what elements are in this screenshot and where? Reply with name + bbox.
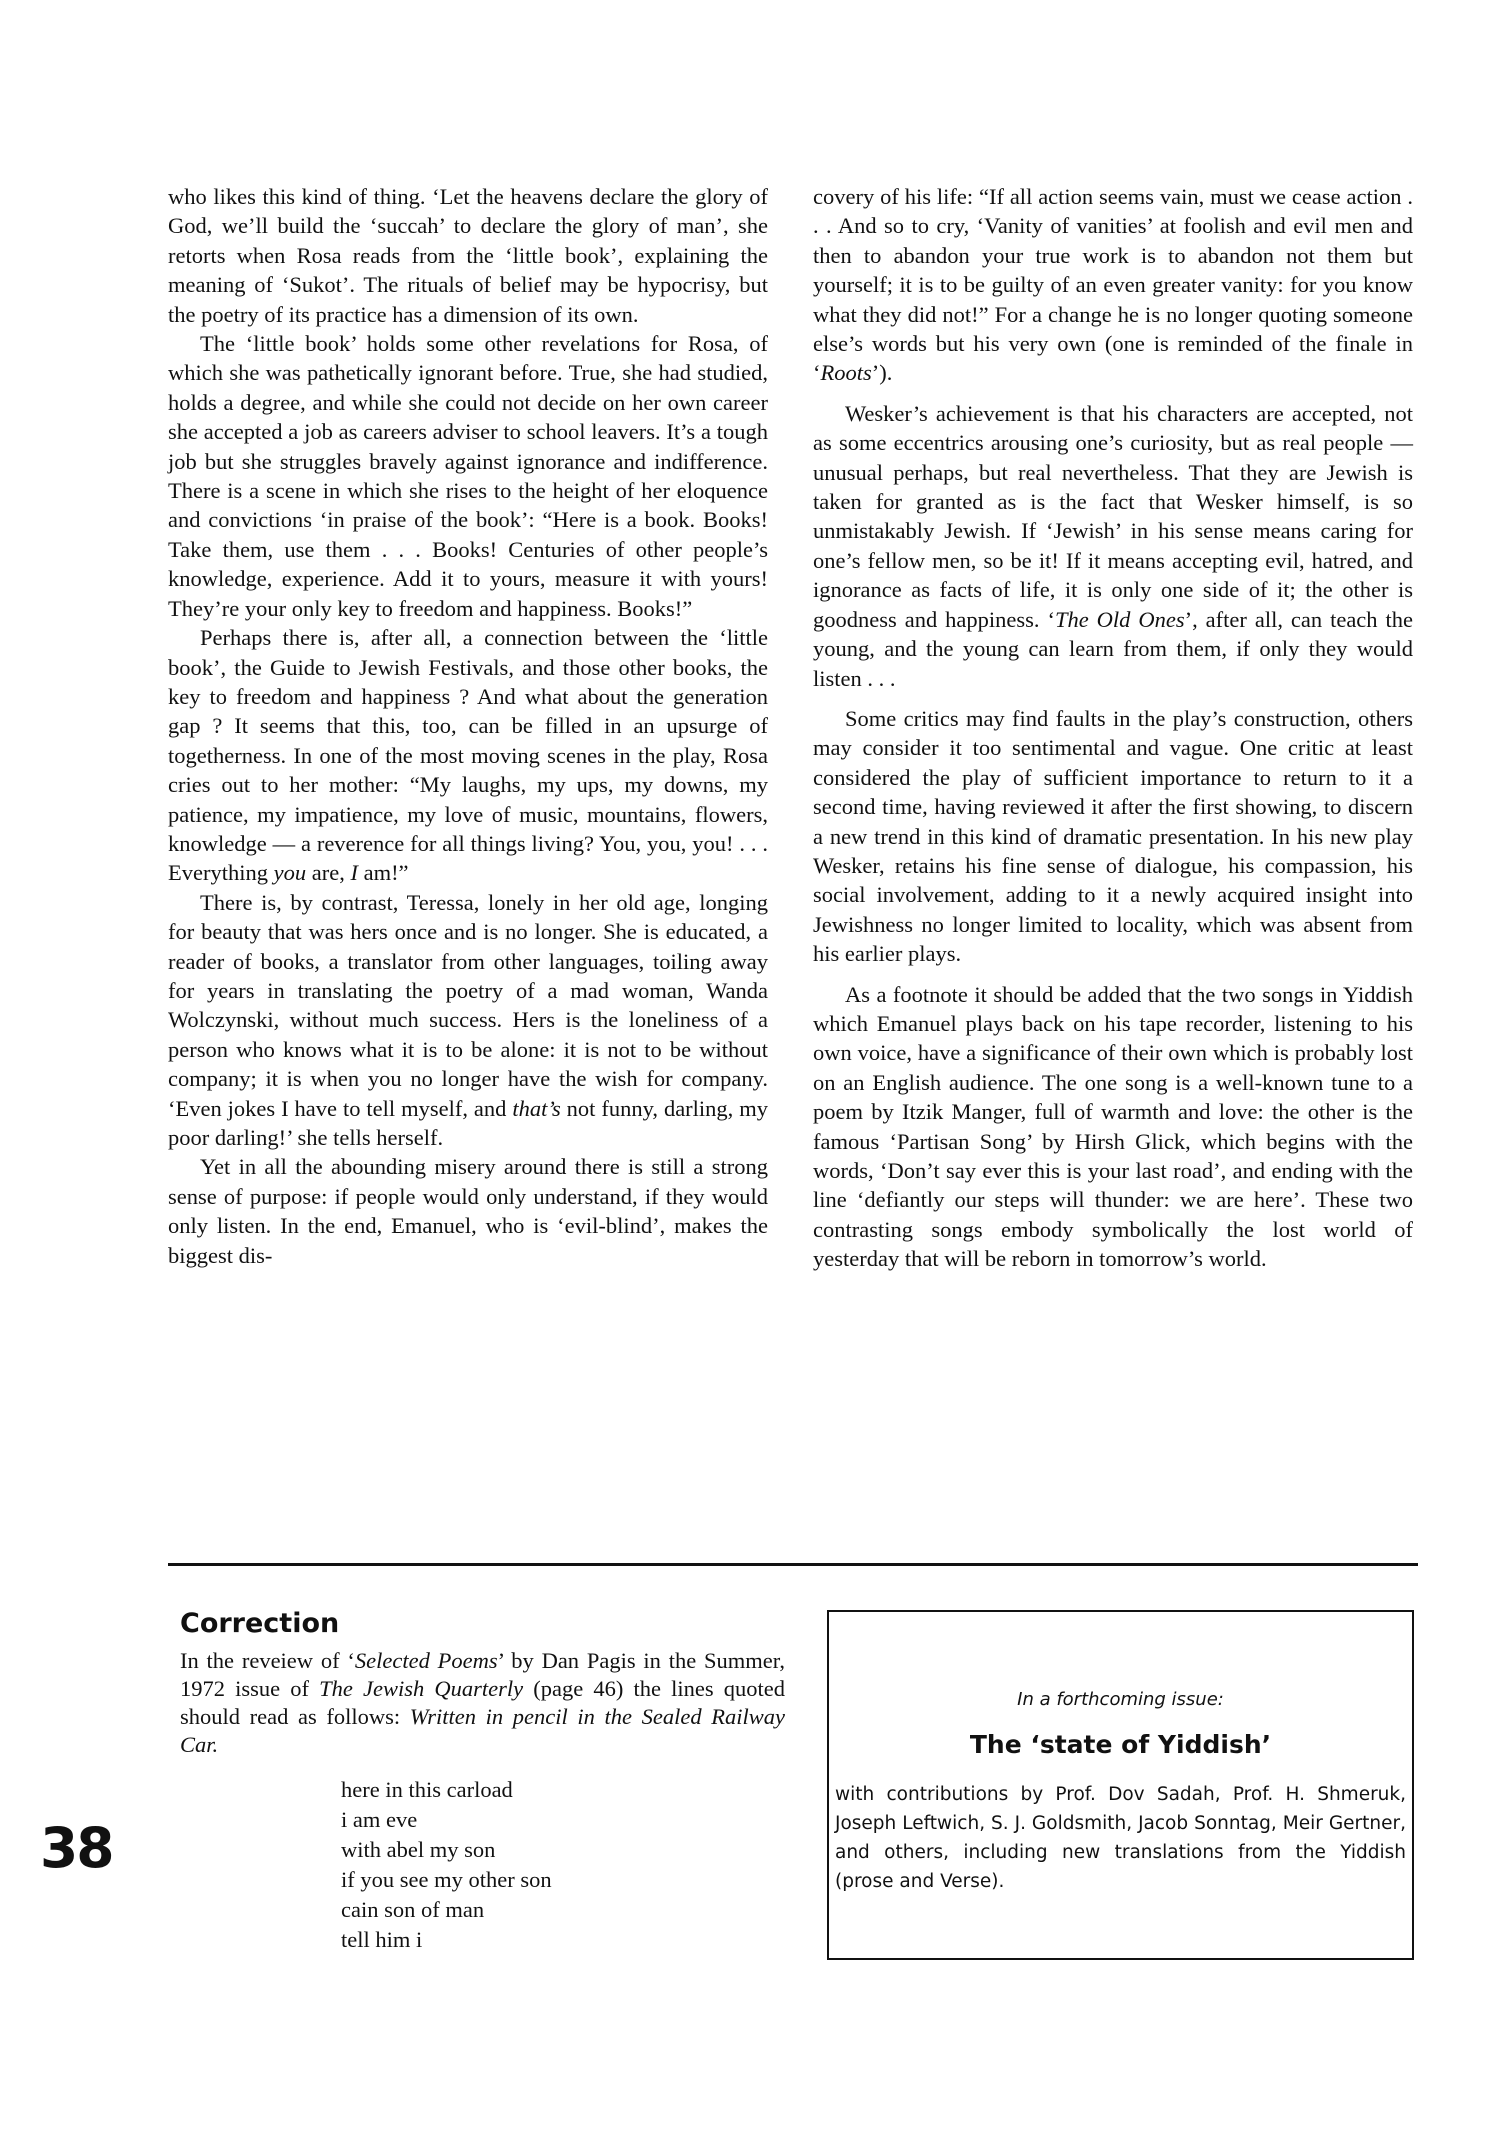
text-run: covery of his life: “If all action seems vain, must we cease action . . . And so to cry, ‘Vanity of vanities’ at foolish and evil men and then to abandon your true work is to abandon not them but yourself; it is to be guilty of an even greater vanity: for you know what they did not!” For a change he is no longer quoting someone else’s words but his very own (one is reminded of the finale in ‘ <box>813 184 1413 386</box>
text-run: who likes this kind of thing. ‘Let the heavens declare the glory of God, we’ll build the ‘succah’ to declare the glory of man’, she retorts when Rosa reads from the ‘little book’, explaining the meaning of ‘Sukot’. The rituals of belief may be hypocrisy, but the poetry of its practice has a dimension of its own. <box>168 184 768 327</box>
article-paragraph <box>813 399 1413 693</box>
text-run: ’, after all, can teach the young, and the young can learn from them, if only they would listen . . . <box>813 606 1413 691</box>
poem-line: i am eve <box>341 1807 418 1832</box>
article-paragraph <box>168 329 768 623</box>
italic-text: Written in pencil in the Sealed Railway Car. <box>180 1704 785 1757</box>
italic-text: I <box>350 860 358 886</box>
text-run: Perhaps there is, after all, a connection between the ‘little book’, the Guide to Jewish Festivals, and those other books, the key to freedom and happiness ? And what about the generation gap ? It seems that this, too, can be filled in an upsurge of togetherness. In one of the most moving scenes in the play, Rosa cries out to her mother: “My laughs, my ups, my downs, my patience, my impatience, my love of music, mountains, flowers, knowledge — a reverence for all things living? You, you, you! . . . Everything <box>168 625 768 886</box>
italic-text: The Jewish Quarterly <box>319 1676 524 1701</box>
text-run: Wesker’s achievement is that his characters are accepted, not as some eccentrics arousing one’s curiosity, but as real people — unusual perhaps, but real nevertheless. That they are Jewish is taken for granted as is the fact that Wesker himself, is so unmistakably Jewish. If ‘Jewish’ in his sense means caring for one’s fellow men, so be it! If it means accepting evil, hatred, and ignorance as facts of life, it is only one side of it; the other is goodness and happiness. ‘ <box>813 400 1413 632</box>
section-divider <box>168 1563 1418 1566</box>
article-paragraph <box>168 888 768 1153</box>
notice-kicker: In a forthcoming issue: <box>1017 1689 1224 1710</box>
article-paragraph <box>168 1152 768 1270</box>
correction-section <box>180 1608 785 1955</box>
text-run: In the reveiew of ‘ <box>180 1648 355 1673</box>
text-run: are, <box>306 860 351 886</box>
page-number: 38 <box>40 1816 113 1880</box>
article-paragraph <box>168 182 768 329</box>
italic-text: The Old Ones <box>1054 606 1185 632</box>
italic-text: Selected Poems <box>354 1648 498 1673</box>
poem-line: with abel my son <box>341 1837 496 1862</box>
correction-body <box>180 1647 785 1759</box>
correction-poem <box>341 1775 785 1955</box>
text-run: Yet in all the abounding misery around there is still a strong sense of purpose: if people would only understand, if they would only listen. In the end, Emanuel, who is ‘evil-blind’, makes the biggest dis- <box>168 1154 768 1268</box>
text-run: Some critics may find faults in the play’s construction, others may consider it too sentimental and vague. One critic at least considered the play of sufficient importance to return to it a second time, having reviewed it after the first showing, to discern a new trend in this kind of dramatic presentation. In his new play Wesker, retains his fine sense of dialogue, his compassion, his social involvement, adding to it a newly acquired insight into Jewishness no longer limited to locality, which was absent from his earlier plays. <box>813 705 1413 967</box>
notice-title: The ‘state of Yiddish’ <box>969 1730 1272 1759</box>
poem-line: if you see my other son <box>341 1867 552 1892</box>
text-run: not funny, darling, my poor darling!’ she tells herself. <box>168 1095 768 1150</box>
text-run: ’ by Dan Pagis in the Summer, 1972 issue of <box>180 1648 785 1701</box>
article-column-right <box>813 182 1413 1274</box>
forthcoming-issue-box <box>827 1610 1414 1960</box>
text-run: ’). <box>871 360 893 386</box>
article-paragraph <box>813 182 1413 388</box>
italic-text: you <box>273 860 307 886</box>
text-run: There is, by contrast, Teressa, lonely in her old age, longing for beauty that was hers once and is no longer. She is educated, a reader of books, a translator from other languages, toiling away for years in translating the poetry of a mad woman, Wanda Wolczynski, without much success. Hers is the loneliness of a person who knows what it is to be alone: it is not to be without company; it is when you no longer have the wish for company. ‘Even jokes I have to tell myself, and <box>168 889 768 1121</box>
correction-heading: Correction <box>180 1608 340 1639</box>
article-paragraph <box>813 980 1413 1274</box>
text-run: (page 46) the lines quoted should read as follows: <box>180 1676 785 1729</box>
notice-body: with contributions by Prof. Dov Sadah, Prof. H. Shmeruk, Joseph Leftwich, S. J. Goldsmith, Jacob Sonntag, Meir Gertner, and others, including new translations from the Yiddish (prose and Verse). <box>835 1784 1406 1892</box>
article-paragraph <box>813 704 1413 969</box>
article-column-left <box>168 182 768 1270</box>
article-paragraph <box>168 623 768 888</box>
text-run: The ‘little book’ holds some other revelations for Rosa, of which she was pathetically ignorant before. True, she had studied, holds a degree, and while she could not decide on her own career she accepted a job as careers adviser to school leavers. It’s a tough job but she struggles bravely against ignorance and indifference. There is a scene in which she rises to the height of her eloquence and convictions ‘in praise of the book’: “Here is a book. Books! Take them, use them . . . Books! Centuries of other people’s knowledge, experience. Add it to yours, measure it with yours! They’re your only key to freedom and happiness. Books!” <box>168 331 768 621</box>
poem-line: cain son of man <box>341 1897 485 1922</box>
text-run: am!” <box>357 860 409 886</box>
poem-line: here in this carload <box>341 1777 513 1802</box>
italic-text: Roots <box>820 360 872 386</box>
poem-line: tell him i <box>341 1927 423 1952</box>
italic-text: that’s <box>512 1095 561 1121</box>
text-run: As a footnote it should be added that the two songs in Yiddish which Emanuel plays back on his tape recorder, listening to his own voice, have a significance of their own which is probably lost on an English audience. The one song is a well-known tune to a poem by Itzik Manger, full of warmth and love: the other is the famous ‘Partisan Song’ by Hirsh Glick, which begins with the words, ‘Don’t say ever this is your last road’, and ending with the line ‘defiantly our steps will thunder: we are here’. These two contrasting songs embody symbolically the lost world of yesterday that will be reborn in tomorrow’s world. <box>813 981 1413 1272</box>
